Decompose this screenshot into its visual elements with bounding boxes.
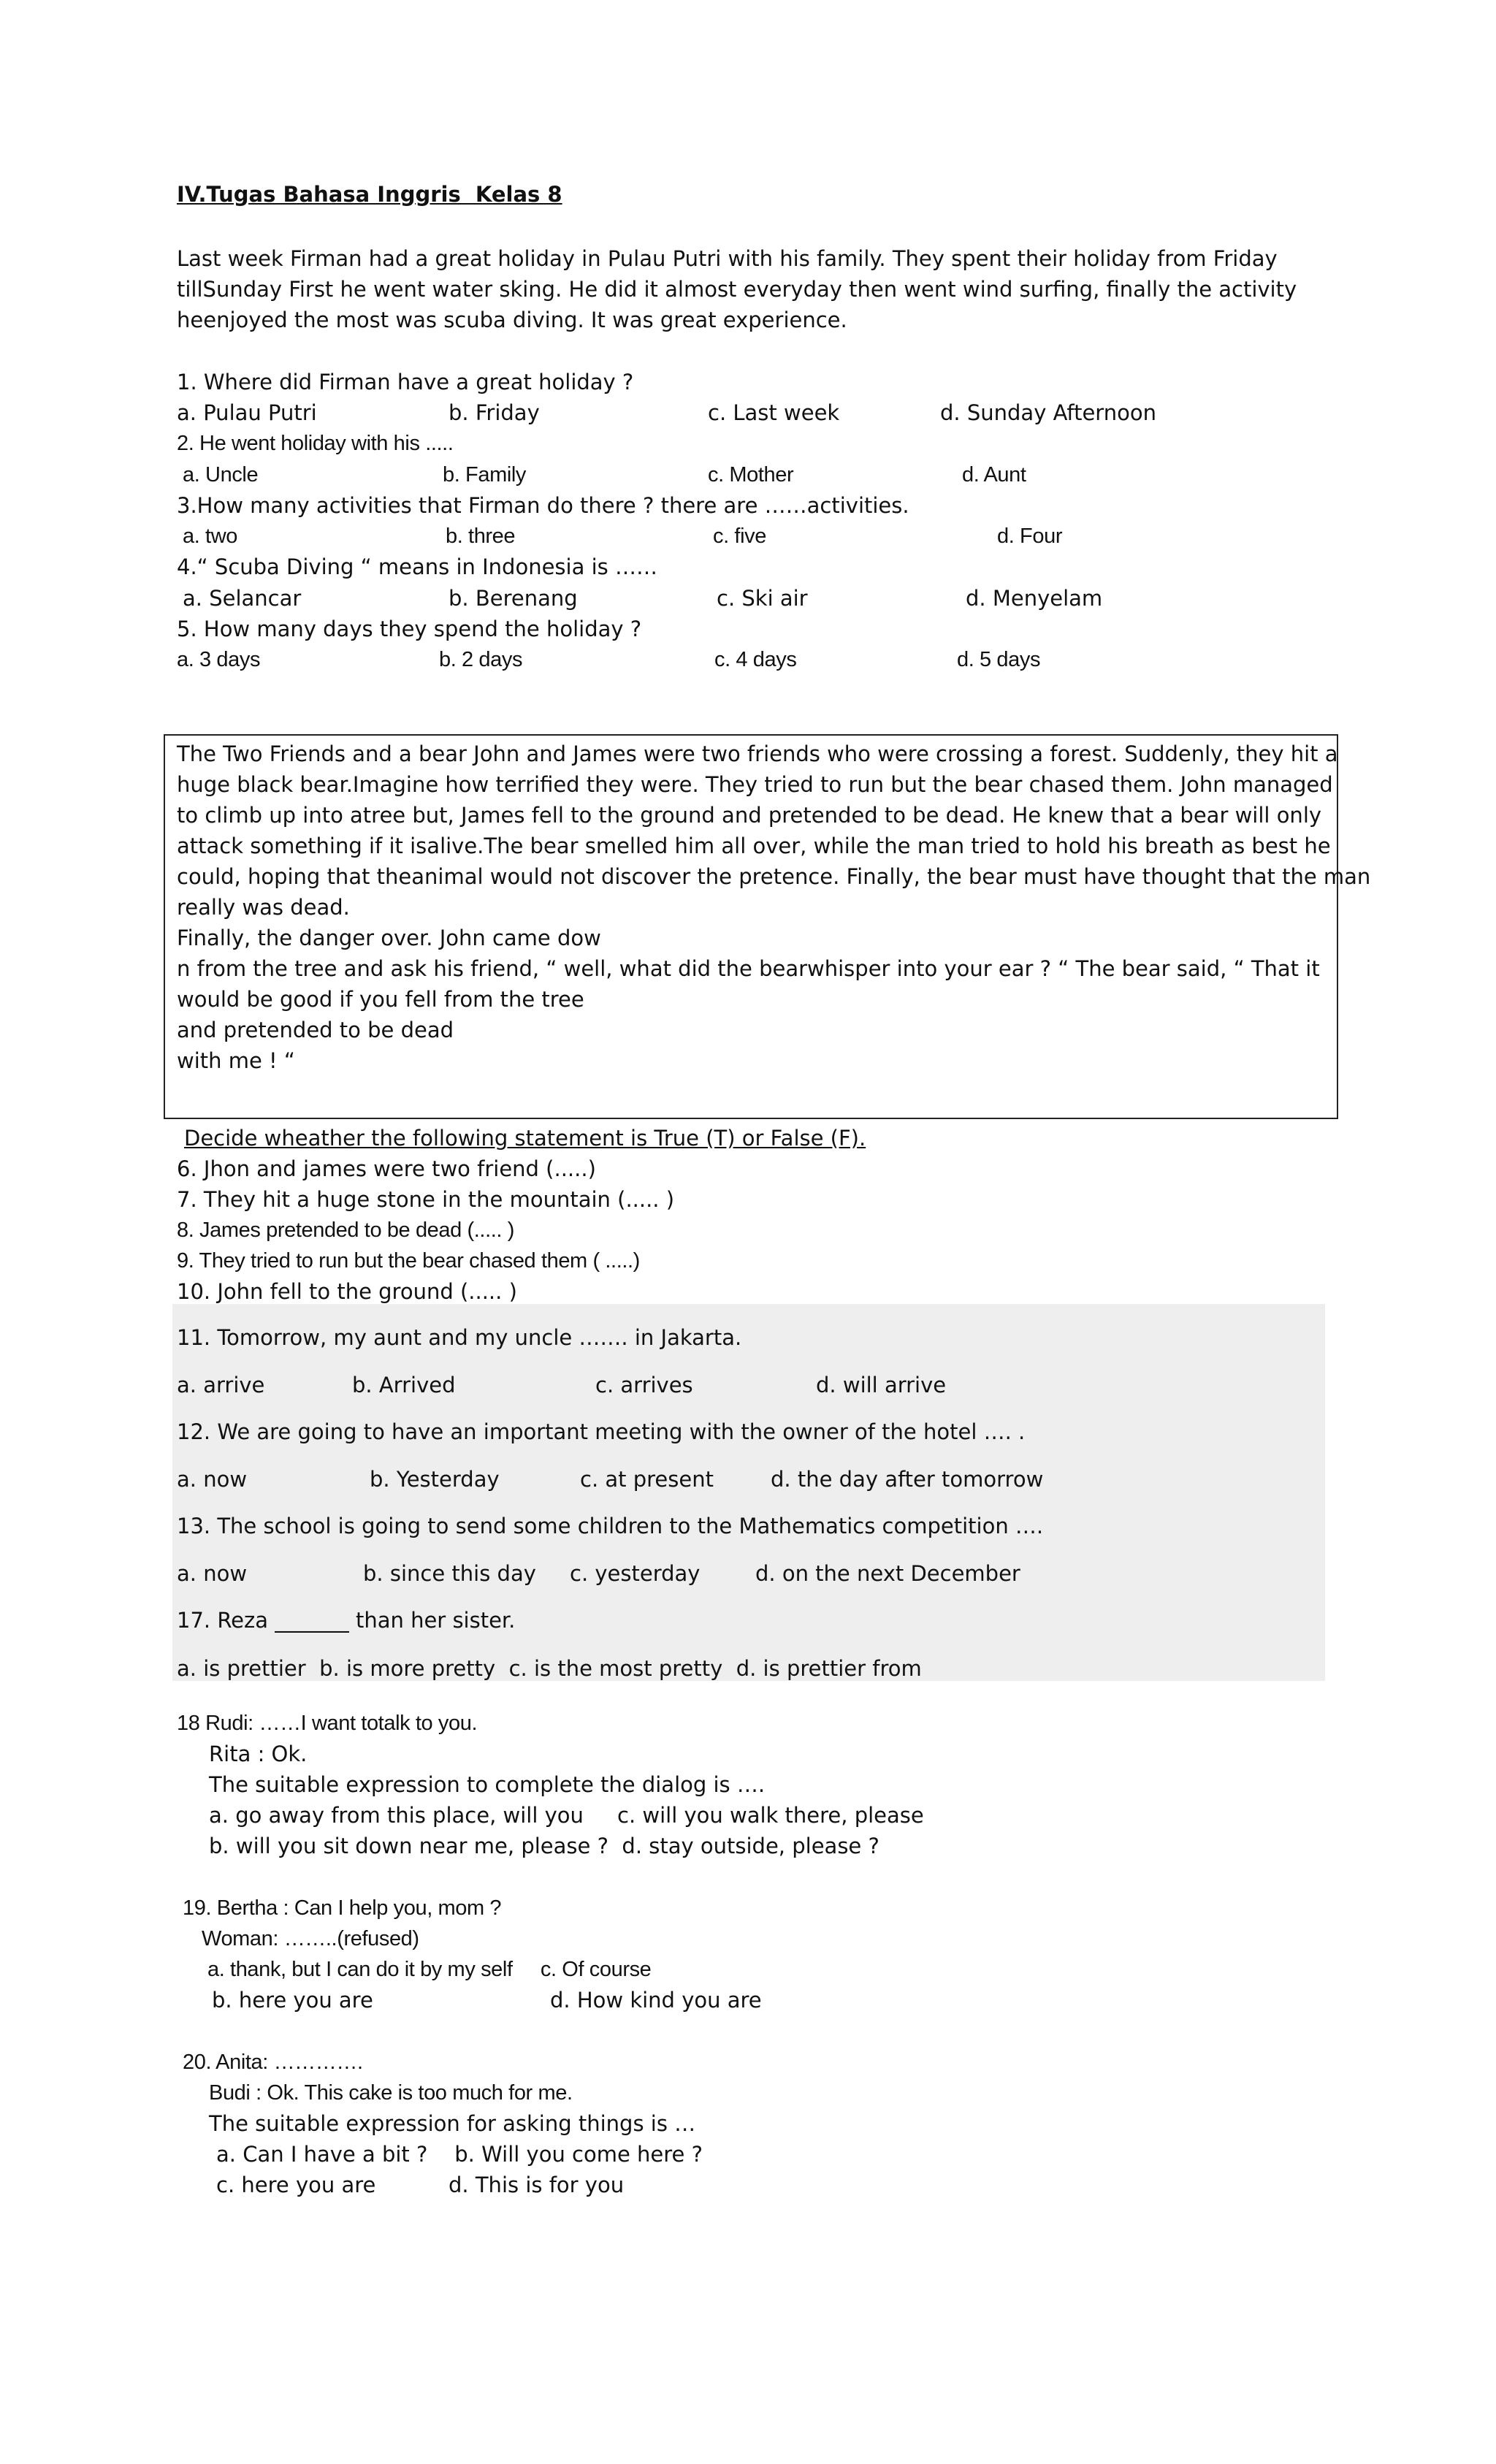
option-1d: d. Sunday Afternoon [940, 400, 1156, 425]
question-4: 4.“ Scuba Diving “ means in Indonesia is …… [177, 554, 657, 579]
option-13d: d. on the next December [755, 1561, 1020, 1586]
options-18: a. go away from this place, will you c. will you walk there, please [209, 1803, 924, 1828]
story-line: huge black bear.Imagine how terrified they were. They tried to run but the bear chased them. John managed [177, 772, 1333, 797]
question-20: 20. Anita: …………. [183, 2051, 363, 2074]
question-1: 1. Where did Firman have a great holiday ? [177, 370, 634, 394]
option-3d: d. Four [997, 525, 1063, 548]
option-4d: d. Menyelam [966, 586, 1103, 611]
option-4a: a. Selancar [183, 586, 302, 611]
page-title: IV.Tugas Bahasa Inggris Kelas 8 [177, 182, 562, 207]
dialog-line: The suitable expression to complete the dialog is …. [209, 1772, 766, 1797]
story-line: and pretended to be dead [177, 1018, 454, 1042]
option-13b: b. since this day [363, 1561, 536, 1586]
question-13: 13. The school is going to send some children to the Mathematics competition …. [177, 1514, 1044, 1538]
option-5b: b. 2 days [439, 648, 523, 671]
option-20d: d. This is for you [449, 2173, 625, 2197]
tf-item: 7. They hit a huge stone in the mountain (..... ) [177, 1187, 675, 1212]
dialog-line: Budi : Ok. This cake is too much for me. [209, 2081, 573, 2105]
story-line: Finally, the danger over. John came dow [177, 926, 601, 950]
story-line: n from the tree and ask his friend, “ well, what did the bearwhisper into your ear ? “ The bear said, “ That it [177, 956, 1320, 981]
question-5: 5. How many days they spend the holiday ? [177, 617, 642, 641]
option-12b: b. Yesterday [370, 1467, 500, 1492]
option-3a: a. two [183, 525, 237, 548]
option-5c: c. 4 days [714, 648, 797, 671]
option-13a: a. now [177, 1561, 248, 1586]
option-3c: c. five [713, 525, 766, 548]
option-5d: d. 5 days [957, 648, 1041, 671]
story-line: attack something if it isalive.The bear smelled him all over, while the man tried to hold his breath as best he [177, 834, 1331, 858]
option-4c: c. Ski air [717, 586, 808, 611]
option-11c: c. arrives [595, 1373, 693, 1397]
tf-instruction: Decide wheather the following statement is True (T) or False (F). [184, 1126, 866, 1151]
question-19: 19. Bertha : Can I help you, mom ? [183, 1896, 502, 1920]
options-17: a. is prettier b. is more pretty c. is the most pretty d. is prettier from [177, 1656, 922, 1681]
story-line: The Two Friends and a bear John and James were two friends who were crossing a forest. Suddenly, they hit a [177, 741, 1338, 766]
options-19: a. thank, but I can do it by my self c. Of course [207, 1958, 652, 1981]
option-1b: b. Friday [449, 400, 540, 425]
tf-item: 6. Jhon and james were two friend (.....) [177, 1156, 596, 1181]
options-20: a. Can I have a bit ? b. Will you come here ? [216, 2142, 703, 2167]
option-11d: d. will arrive [816, 1373, 947, 1397]
passage-line: tillSunday First he went water sking. He did it almost everyday then went wind surfing, finally the activity [177, 277, 1297, 302]
option-1a: a. Pulau Putri [177, 400, 317, 425]
tf-item: 10. John fell to the ground (..... ) [177, 1279, 517, 1304]
question-3: 3.How many activities that Firman do there ? there are ……activities. [177, 493, 909, 518]
story-line: could, hoping that theanimal would not discover the pretence. Finally, the bear must have thought that the man [177, 864, 1371, 889]
dialog-line: The suitable expression for asking things is … [209, 2111, 696, 2136]
option-20c: c. here you are [216, 2173, 376, 2197]
question-18: 18 Rudi: ……I want totalk to you. [177, 1712, 478, 1735]
option-19b: b. here you are [212, 1988, 373, 2013]
dialog-line: Woman: ……..(refused) [202, 1927, 419, 1950]
option-12d: d. the day after tomorrow [771, 1467, 1044, 1492]
option-12a: a. now [177, 1467, 248, 1492]
option-13c: c. yesterday [570, 1561, 701, 1586]
tf-item: 9. They tried to run but the bear chased them ( .....) [177, 1249, 640, 1273]
question-17: 17. Reza _______ than her sister. [177, 1608, 516, 1633]
dialog-line: Rita : Ok. [209, 1742, 308, 1766]
story-line: really was dead. [177, 895, 350, 920]
option-2d: d. Aunt [962, 463, 1026, 487]
question-2: 2. He went holiday with his ..... [177, 432, 454, 455]
option-11b: b. Arrived [352, 1373, 456, 1397]
option-3b: b. three [446, 525, 516, 548]
option-5a: a. 3 days [177, 648, 261, 671]
tf-item: 8. James pretended to be dead (..... ) [177, 1218, 514, 1242]
option-2a: a. Uncle [183, 463, 259, 487]
question-11: 11. Tomorrow, my aunt and my uncle ……. in Jakarta. [177, 1325, 742, 1350]
option-4b: b. Berenang [449, 586, 578, 611]
option-19d: d. How kind you are [550, 1988, 762, 2013]
story-line: with me ! “ [177, 1048, 295, 1073]
option-1c: c. Last week [708, 400, 840, 425]
passage-line: heenjoyed the most was scuba diving. It was great experience. [177, 308, 847, 332]
option-11a: a. arrive [177, 1373, 265, 1397]
passage-line: Last week Firman had a great holiday in Pulau Putri with his family. They spent their holiday from Friday [177, 246, 1278, 271]
option-2b: b. Family [443, 463, 527, 487]
story-line: to climb up into atree but, James fell to the ground and pretended to be dead. He knew that a bear will only [177, 803, 1322, 828]
option-2c: c. Mother [708, 463, 794, 487]
question-12: 12. We are going to have an important meeting with the owner of the hotel …. . [177, 1419, 1026, 1444]
option-12c: c. at present [580, 1467, 714, 1492]
story-line: would be good if you fell from the tree [177, 987, 584, 1012]
options-18: b. will you sit down near me, please ? d. stay outside, please ? [209, 1834, 879, 1858]
